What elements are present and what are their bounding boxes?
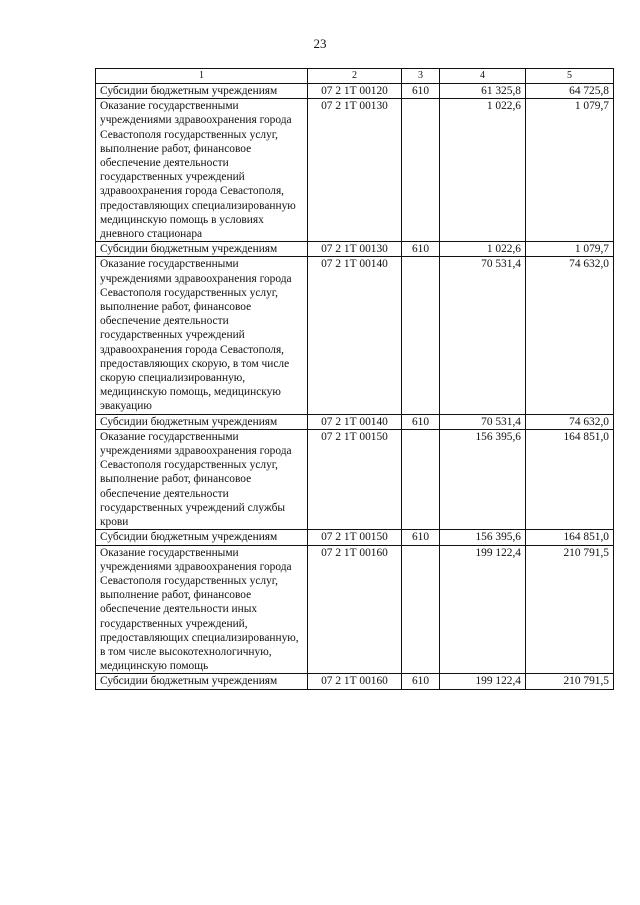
row-code: 07 2 1Т 00140 xyxy=(308,257,402,414)
row-value-4: 156 395,6 xyxy=(440,429,526,529)
table-row xyxy=(96,242,614,257)
header-col-1: 1 xyxy=(96,69,308,84)
row-name: Оказание государственными учреждениями здравоохранения города Севастополя государственных услуг, выполнение работ, финансовое обеспечение деятельности государственных учреждений службы крови xyxy=(96,429,308,529)
row-value-4: 1 022,6 xyxy=(440,242,526,257)
row-expense-type xyxy=(402,99,440,242)
header-col-2: 2 xyxy=(308,69,402,84)
row-code: 07 2 1Т 00120 xyxy=(308,84,402,99)
header-col-3: 3 xyxy=(402,69,440,84)
row-name: Субсидии бюджетным учреждениям xyxy=(96,530,308,545)
row-name: Субсидии бюджетным учреждениям xyxy=(96,242,308,257)
row-value-5: 164 851,0 xyxy=(526,530,614,545)
table-row xyxy=(96,257,614,414)
row-expense-type xyxy=(402,545,440,674)
row-value-5: 64 725,8 xyxy=(526,84,614,99)
row-value-5: 164 851,0 xyxy=(526,429,614,529)
header-col-4: 4 xyxy=(440,69,526,84)
row-value-5: 1 079,7 xyxy=(526,99,614,242)
row-expense-type: 610 xyxy=(402,414,440,429)
row-expense-type xyxy=(402,429,440,529)
row-name: Субсидии бюджетным учреждениям xyxy=(96,414,308,429)
row-name: Субсидии бюджетным учреждениям xyxy=(96,674,308,689)
table-row xyxy=(96,414,614,429)
table-row xyxy=(96,545,614,674)
table-row xyxy=(96,84,614,99)
header-col-5: 5 xyxy=(526,69,614,84)
row-value-4: 199 122,4 xyxy=(440,545,526,674)
row-value-4: 156 395,6 xyxy=(440,530,526,545)
row-value-4: 70 531,4 xyxy=(440,257,526,414)
table-row xyxy=(96,429,614,529)
row-code: 07 2 1Т 00150 xyxy=(308,530,402,545)
row-code: 07 2 1Т 00140 xyxy=(308,414,402,429)
row-expense-type: 610 xyxy=(402,530,440,545)
budget-table xyxy=(95,68,614,690)
row-name: Субсидии бюджетным учреждениям xyxy=(96,84,308,99)
row-value-5: 74 632,0 xyxy=(526,414,614,429)
row-value-5: 210 791,5 xyxy=(526,545,614,674)
row-name: Оказание государственными учреждениями здравоохранения города Севастополя государственных услуг, выполнение работ, финансовое обеспечение деятельности государственных учреждений здравоохранения города Севастополя, предоставляющих скорую, в том числе скорую специализированную, медицинскую помощь, медицинскую эвакуацию xyxy=(96,257,308,414)
row-value-4: 1 022,6 xyxy=(440,99,526,242)
row-name: Оказание государственными учреждениями здравоохранения города Севастополя государственных услуг, выполнение работ, финансовое обеспечение деятельности иных государственных учреждений, предоставляющих специализированную, в том числе высокотехнологичную, медицинскую помощь xyxy=(96,545,308,674)
row-name: Оказание государственными учреждениями здравоохранения города Севастополя государственных услуг, выполнение работ, финансовое обеспечение деятельности государственных учреждений здравоохранения города Севастополя, предоставляющих специализированную медицинскую помощь в условиях дневного стационара xyxy=(96,99,308,242)
row-code: 07 2 1Т 00160 xyxy=(308,674,402,689)
header-row xyxy=(96,69,614,84)
page-number: 23 xyxy=(313,36,327,51)
row-code: 07 2 1Т 00130 xyxy=(308,242,402,257)
row-value-4: 70 531,4 xyxy=(440,414,526,429)
row-expense-type: 610 xyxy=(402,674,440,689)
row-expense-type: 610 xyxy=(402,242,440,257)
row-code: 07 2 1Т 00130 xyxy=(308,99,402,242)
row-code: 07 2 1Т 00150 xyxy=(308,429,402,529)
row-value-5: 210 791,5 xyxy=(526,674,614,689)
row-value-5: 74 632,0 xyxy=(526,257,614,414)
table-row xyxy=(96,674,614,689)
row-expense-type xyxy=(402,257,440,414)
row-expense-type: 610 xyxy=(402,84,440,99)
row-value-5: 1 079,7 xyxy=(526,242,614,257)
table-row xyxy=(96,530,614,545)
row-value-4: 199 122,4 xyxy=(440,674,526,689)
table-row xyxy=(96,99,614,242)
row-value-4: 61 325,8 xyxy=(440,84,526,99)
row-code: 07 2 1Т 00160 xyxy=(308,545,402,674)
